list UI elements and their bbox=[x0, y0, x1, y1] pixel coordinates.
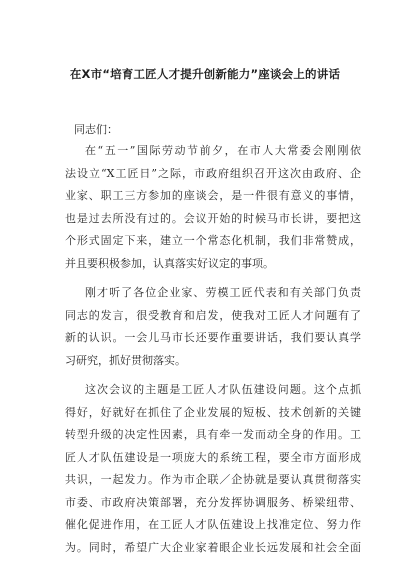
text-line: 匠人才队伍建设是一项庞大的系统工程，要全市方面形成 bbox=[65, 450, 361, 464]
text-line: 法设立“X工匠日”之际，市政府组织召开这次由政府、企 bbox=[65, 166, 361, 180]
text-line: 市委、市政府决策部署，充分发挥协调服务、桥梁纽带、 bbox=[65, 495, 361, 509]
text-line: 刚才听了各位企业家、劳模工匠代表和有关部门负责 bbox=[85, 286, 361, 299]
text-line: 为。同时，希望广大企业家着眼企业长远发展和社会全面 bbox=[65, 540, 361, 554]
text-line: 业家、职工三方参加的座谈会，是一件很有意义的事情， bbox=[65, 189, 361, 202]
paragraph bbox=[65, 140, 361, 275]
text-line: 得好，好就好在抓住了企业发展的短板、技术创新的关键 bbox=[65, 405, 361, 419]
text-line: 在“五一”国际劳动节前夕，在市人大常委会刚刚依 bbox=[85, 144, 361, 157]
document-title: 在X市“培育工匠人才提升创新能力”座谈会上的讲话 bbox=[69, 67, 341, 81]
text-line: 同志的发言，很受教育和启发，使我对工匠人才问题有了 bbox=[65, 308, 361, 322]
text-line: 转型升级的决定性因素，具有牵一发而动全身的作用。工 bbox=[65, 428, 361, 441]
text-line: 习研究，抓好贯彻落实。 bbox=[65, 353, 186, 367]
speech-body bbox=[65, 140, 361, 566]
text-line: 也是过去所没有过的。会议开始的时候马市长讲，要把这 bbox=[65, 211, 361, 225]
text-line: 这次会议的主题是工匠人才队伍建设问题。这个点抓 bbox=[85, 383, 361, 396]
text-line: 催化促进作用，在工匠人才队伍建设上找准定位、努力作 bbox=[65, 518, 361, 531]
paragraph bbox=[65, 282, 361, 372]
text-line: 并且要积极参加，认真落实好议定的事项。 bbox=[65, 256, 274, 270]
text-line: 新的认识。一会儿马市长还要作重要讲话，我们要认真学 bbox=[65, 331, 361, 344]
paragraph bbox=[65, 379, 361, 559]
text-line: 共识，一起发力。作为市企联／企协就是要认真贯彻落实 bbox=[65, 473, 361, 486]
text-line: 个形式固定下来，建立一个常态化机制，我们非常赞成， bbox=[65, 234, 361, 247]
salutation: 同志们： bbox=[74, 123, 118, 136]
